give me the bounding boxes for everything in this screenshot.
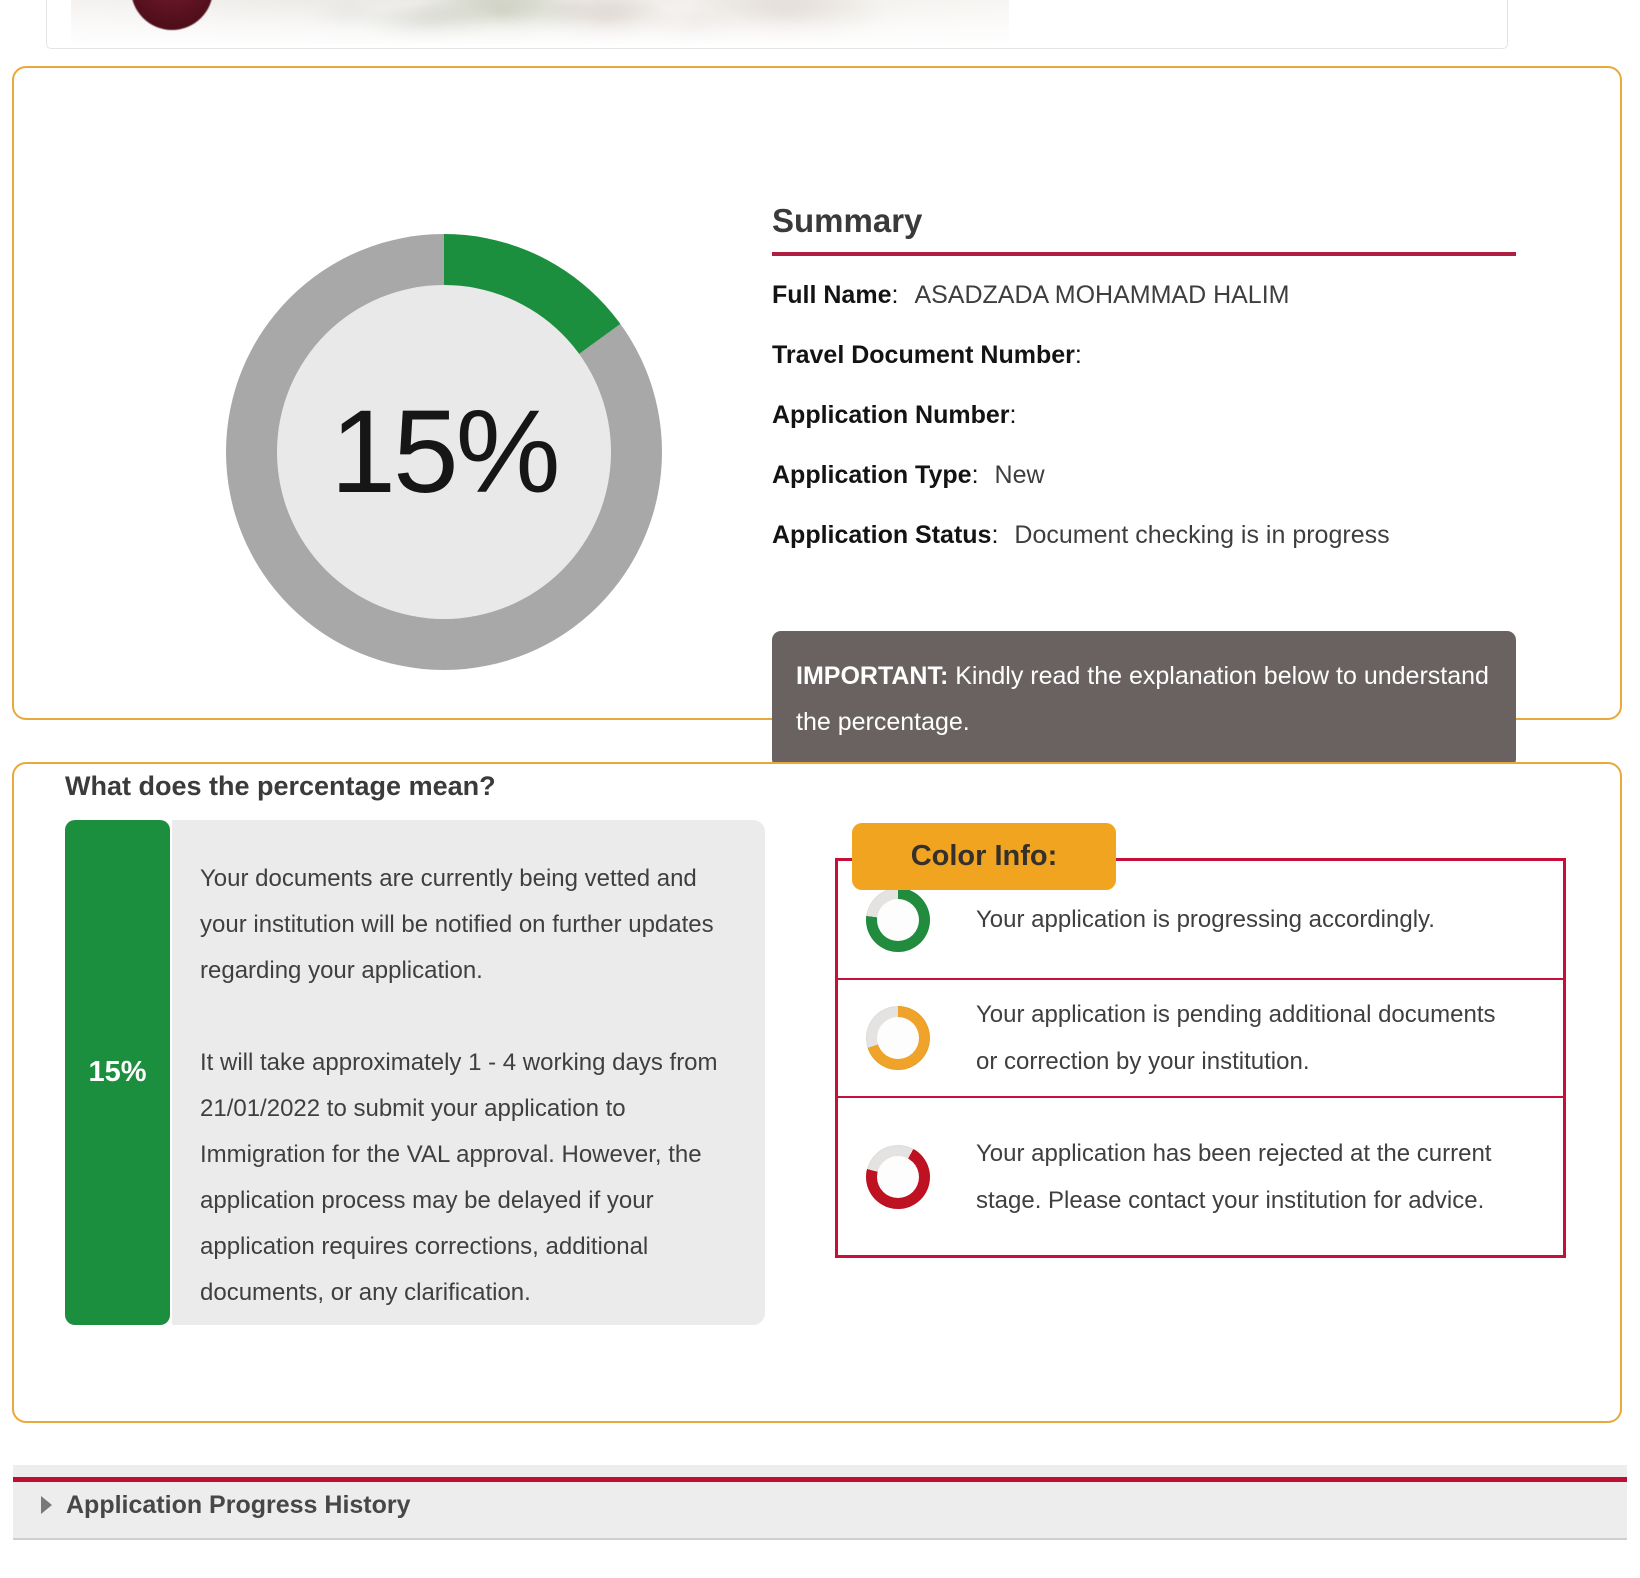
progress-donut-chart	[226, 234, 662, 670]
red-rejected-donut-icon	[866, 1145, 930, 1209]
explanation-paragraph-2: It will take approximately 1 - 4 working days from 21/01/2022 to submit your application to Immigration for the VAL approval. However, the application process may be delayed if your application requires corrections, additional documents, or any clarification.	[200, 1049, 718, 1306]
summary-title: Summary	[772, 202, 923, 239]
explanation-title: What does the percentage mean?	[65, 771, 496, 801]
field-application-status: Application Status: Document checking is in progress	[772, 521, 1390, 549]
header-photo-card	[46, 0, 1508, 49]
faded-photo	[71, 0, 1009, 44]
legend-text-progressing: Your application is progressing accordingly.	[976, 906, 1435, 933]
color-info-legend	[835, 858, 1566, 1258]
header-photo-strip	[71, 0, 1009, 44]
field-application-number: Application Number:	[772, 401, 1017, 429]
field-application-type: Application Type: New	[772, 461, 1045, 489]
orange-pending-donut-icon	[866, 1006, 930, 1070]
explanation-text-panel	[172, 820, 765, 1325]
important-text: Kindly read the explanation below to understand the percentage.	[796, 662, 1489, 736]
legend-row-rejected	[838, 1096, 1563, 1255]
field-travel-document-number: Travel Document Number:	[772, 341, 1082, 369]
progress-percent-value: 15%	[277, 285, 611, 619]
legend-text-rejected: Your application has been rejected at the current stage. Please contact your institution for advice.	[976, 1139, 1492, 1214]
chevron-right-icon[interactable]	[41, 1496, 52, 1514]
summary-underline	[772, 252, 1516, 256]
explanation-paragraph-1: Your documents are currently being vetted and your institution will be notified on further updates regarding your application.	[200, 865, 714, 984]
percent-bar-label: 15%	[88, 1056, 147, 1088]
summary-card	[12, 66, 1622, 736]
accordion-top-line	[13, 1477, 1627, 1482]
legend-text-pending: Your application is pending additional documents or correction by your institution.	[976, 1001, 1496, 1075]
legend-row-pending	[838, 978, 1563, 1096]
green-progress-donut-icon	[866, 888, 930, 952]
percent-bar	[65, 820, 170, 1325]
application-progress-history-accordion[interactable]	[13, 1465, 1627, 1540]
accordion-label: Application Progress History	[66, 1491, 411, 1519]
important-notice	[772, 631, 1516, 768]
color-info-badge: Color Info:	[852, 823, 1116, 890]
field-full-name: Full Name: ASADZADA MOHAMMAD HALIM	[772, 281, 1290, 309]
important-label: IMPORTANT:	[796, 662, 949, 690]
